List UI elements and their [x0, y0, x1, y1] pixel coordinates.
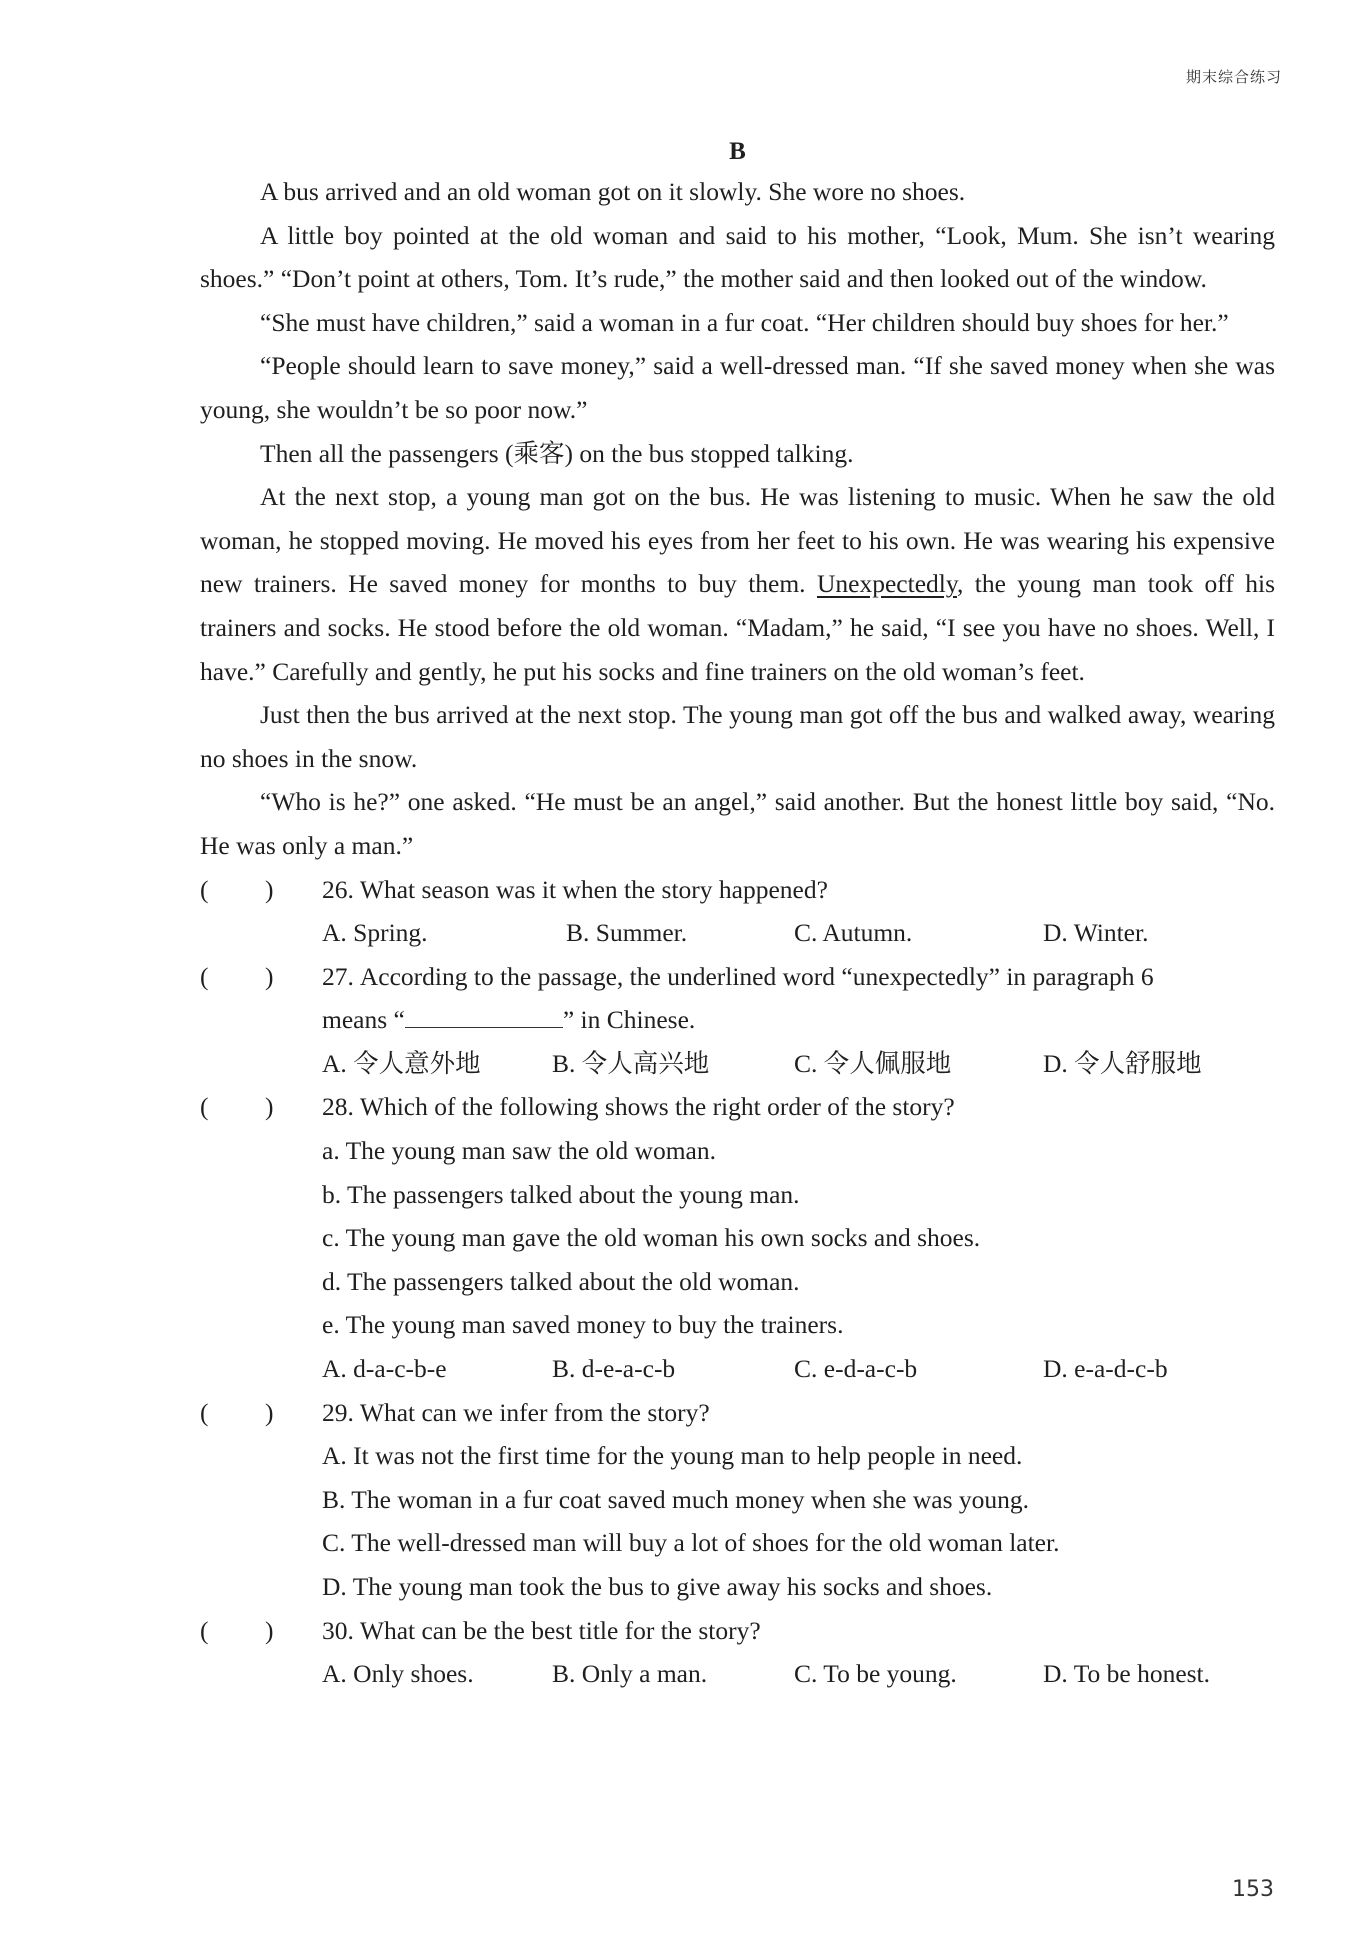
- option-a: A. It was not the first time for the young man to help people in need.: [322, 1441, 1023, 1471]
- option-b: B. Only a man.: [552, 1659, 708, 1689]
- paragraph-6: [200, 475, 1275, 693]
- question-text: What can be the best title for the story?: [359, 1615, 761, 1645]
- answer-bracket-open: (: [200, 961, 209, 991]
- event-item: a. The young man saw the old woman.: [322, 1136, 716, 1166]
- option-c: C. e-d-a-c-b: [794, 1354, 918, 1384]
- question-number: 29.: [322, 1397, 354, 1427]
- paragraph-6-part-2: , the young man took off his trainers and socks. He stood before the old woman. “Madam,” he said, “I see you have no shoes. Well, I have.” Carefully and gently, he put his socks and fine trainers on the old woman’s feet.: [200, 569, 1275, 686]
- question-30-options: [200, 1652, 1275, 1696]
- question-29: [200, 1391, 1275, 1435]
- paragraph-5: Then all the passengers (乘客) on the bus stopped talking.: [260, 438, 854, 468]
- answer-bracket-open: (: [200, 1615, 209, 1645]
- underlined-word: Unexpectedly: [816, 569, 957, 599]
- paragraph-3: “She must have children,” said a woman in a fur coat. “Her children should buy shoes for her.”: [260, 307, 1229, 337]
- page-number: 153: [1232, 1877, 1274, 1902]
- question-27-options: [200, 1042, 1275, 1086]
- question-text: What season was it when the story happened?: [359, 874, 828, 904]
- event-item: b. The passengers talked about the young man.: [322, 1179, 800, 1209]
- question-28: [200, 1085, 1275, 1129]
- question-number: 30.: [322, 1615, 354, 1645]
- answer-bracket-close: ): [265, 961, 274, 991]
- option-d: D. e-a-d-c-b: [1043, 1354, 1168, 1384]
- option-b: B. 令人高兴地: [552, 1048, 710, 1078]
- option-d: D. To be honest.: [1043, 1659, 1211, 1689]
- paragraph-1: A bus arrived and an old woman got on it slowly. She wore no shoes.: [260, 177, 966, 206]
- option-b: B. Summer.: [566, 918, 688, 948]
- question-26-options: [200, 911, 1275, 955]
- question-text: Which of the following shows the right order of the story?: [359, 1092, 955, 1122]
- question-28-options: [200, 1347, 1275, 1391]
- question-text: What can we infer from the story?: [359, 1397, 710, 1427]
- running-header: 期末综合练习: [1185, 68, 1282, 86]
- question-27: [200, 955, 1275, 999]
- answer-bracket-open: (: [200, 1397, 209, 1427]
- answer-blank[interactable]: [405, 1001, 563, 1028]
- question-26: [200, 868, 1275, 912]
- event-item: c. The young man gave the old woman his own socks and shoes.: [322, 1223, 981, 1253]
- paragraph-7: Just then the bus arrived at the next stop. The young man got off the bus and walked away, wearing no shoes in the snow.: [200, 700, 1275, 773]
- event-item: e. The young man saved money to buy the trainers.: [322, 1310, 844, 1340]
- option-d: D. Winter.: [1043, 918, 1149, 948]
- option-c: C. 令人佩服地: [794, 1048, 952, 1078]
- paragraph-2: A little boy pointed at the old woman and said to his mother, “Look, Mum. She isn’t wearing shoes.” “Don’t point at others, Tom. It’s rude,” the mother said and then looked out of the window.: [200, 220, 1275, 294]
- option-a: A. 令人意外地: [322, 1048, 481, 1078]
- section-title: B: [729, 138, 746, 165]
- question-30: [200, 1609, 1275, 1653]
- option-a: A. Spring.: [322, 918, 428, 948]
- question-text: According to the passage, the underlined word “unexpectedly” in paragraph 6: [359, 961, 1154, 991]
- paragraph-8: “Who is he?” one asked. “He must be an angel,” said another. But the honest little boy said, “No. He was only a man.”: [200, 787, 1275, 860]
- option-c: C. Autumn.: [794, 918, 913, 948]
- option-b: B. The woman in a fur coat saved much money when she was young.: [322, 1484, 1029, 1514]
- question-number: 27.: [322, 961, 354, 991]
- event-item: d. The passengers talked about the old woman.: [322, 1266, 800, 1296]
- question-number: 26.: [322, 874, 354, 904]
- answer-bracket-close: ): [265, 1092, 274, 1122]
- page-body: [200, 138, 1275, 1696]
- option-b: B. d-e-a-c-b: [552, 1354, 676, 1384]
- option-d: D. The young man took the bus to give away his socks and shoes.: [322, 1572, 993, 1601]
- option-a: A. d-a-c-b-e: [322, 1354, 447, 1384]
- paragraph-4: “People should learn to save money,” said a well-dressed man. “If she saved money when she was young, she wouldn’t be so poor now.”: [200, 351, 1275, 424]
- option-c: C. The well-dressed man will buy a lot of shoes for the old woman later.: [322, 1528, 1060, 1558]
- answer-bracket-open: (: [200, 874, 209, 904]
- question-number: 28.: [322, 1092, 354, 1122]
- answer-bracket-close: ): [265, 1615, 274, 1645]
- question-text-2b: ” in Chinese.: [562, 1005, 696, 1035]
- answer-bracket-close: ): [265, 1397, 274, 1427]
- question-27-line-2: [200, 998, 1275, 1042]
- answer-bracket-close: ): [265, 874, 274, 904]
- answer-bracket-open: (: [200, 1092, 209, 1122]
- option-c: C. To be young.: [794, 1659, 957, 1689]
- option-a: A. Only shoes.: [322, 1659, 474, 1689]
- question-text-2a: means “: [322, 1005, 405, 1035]
- option-d: D. 令人舒服地: [1043, 1048, 1202, 1078]
- paragraph-6-part-1: At the next stop, a young man got on the bus. He was listening to music. When he saw the old woman, he stopped moving. He moved his eyes from her feet to his own. He was wearing his expensive new trainers. He saved money for months to buy them.: [200, 482, 1275, 599]
